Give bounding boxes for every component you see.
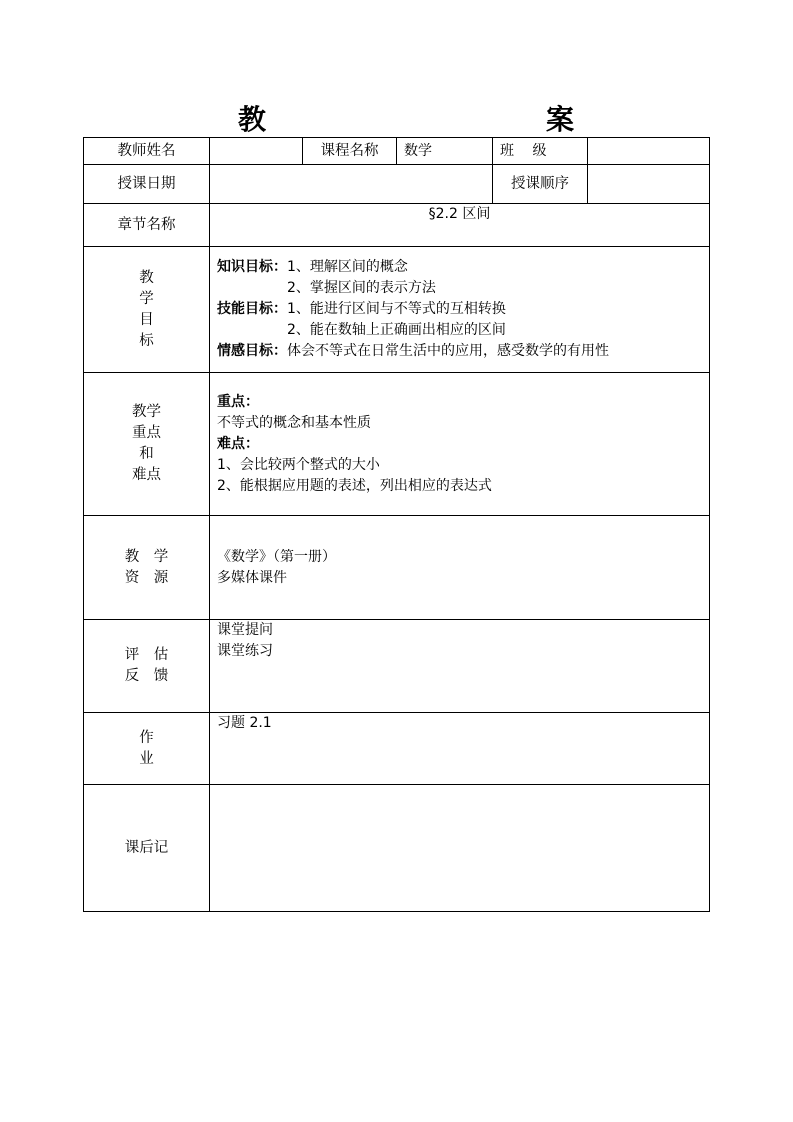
title-left-char: 教 [238, 103, 267, 136]
feedback-label-1: 评 估 [124, 647, 169, 663]
knowledge-1: 1、理解区间的概念 [287, 259, 408, 275]
course-name-field[interactable]: 数学 [397, 138, 493, 165]
objectives-label-2: 学 [139, 290, 154, 307]
emotion-label: 情感目标： [217, 343, 287, 359]
title-right-char: 案 [546, 103, 575, 136]
row-homework [84, 713, 710, 785]
knowledge-label: 知识目标： [217, 259, 287, 275]
feedback-2: 课堂练习 [217, 643, 273, 659]
difficult-1: 1、会比较两个整式的大小 [217, 456, 380, 473]
row-keypoints [84, 373, 710, 516]
homework-label-2: 业 [139, 750, 154, 767]
resource-1: 《数学》（第一册） [217, 548, 336, 565]
knowledge-2: 2、掌握区间的表示方法 [287, 280, 436, 296]
teacher-name-label: 教师姓名 [84, 138, 210, 165]
lesson-plan-table [83, 137, 710, 912]
row-basic-info [84, 138, 710, 165]
objectives-content[interactable] [210, 247, 710, 373]
key-text: 不等式的概念和基本性质 [217, 414, 371, 431]
class-label: 班 级 [493, 138, 588, 165]
keypoints-label [84, 373, 210, 516]
chapter-label: 章节名称 [84, 204, 210, 247]
row-resources [84, 516, 710, 620]
notes-content[interactable] [210, 785, 710, 912]
keypoints-label-4: 难点 [132, 467, 161, 483]
key-label: 重点： [217, 393, 259, 410]
resources-label-1: 教 学 [124, 548, 169, 565]
objectives-label-3: 目 [139, 311, 154, 328]
resource-2: 多媒体课件 [217, 569, 287, 586]
homework-label-1: 作 [139, 729, 154, 746]
keypoints-label-3: 和 [139, 446, 154, 462]
row-chapter [84, 204, 710, 247]
row-objectives [84, 247, 710, 373]
chapter-field[interactable]: §2.2 区间 [210, 204, 710, 247]
difficult-label: 难点： [217, 435, 259, 452]
skill-label: 技能目标： [217, 301, 287, 317]
feedback-label [84, 620, 210, 713]
order-field[interactable] [588, 165, 710, 204]
homework-label [84, 713, 210, 785]
row-notes [84, 785, 710, 912]
document-title [0, 98, 793, 138]
resources-content[interactable] [210, 516, 710, 620]
emotion-text: 体会不等式在日常生活中的应用，感受数学的有用性 [287, 343, 609, 359]
order-label: 授课顺序 [493, 165, 588, 204]
keypoints-label-1: 教学 [132, 404, 161, 420]
objectives-label-1: 教 [139, 269, 154, 286]
feedback-1: 课堂提问 [217, 622, 273, 638]
feedback-content[interactable] [210, 620, 710, 713]
course-name-label: 课程名称 [303, 138, 397, 165]
date-field[interactable] [210, 165, 493, 204]
row-feedback [84, 620, 710, 713]
feedback-label-2: 反 馈 [124, 668, 169, 684]
skill-2: 2、能在数轴上正确画出相应的区间 [287, 322, 506, 338]
keypoints-label-2: 重点 [132, 425, 161, 441]
row-date [84, 165, 710, 204]
notes-label: 课后记 [84, 785, 210, 912]
teacher-name-field[interactable] [210, 138, 303, 165]
class-field[interactable] [588, 138, 710, 165]
difficult-2: 2、能根据应用题的表述，列出相应的表达式 [217, 477, 492, 494]
skill-1: 1、能进行区间与不等式的互相转换 [287, 301, 506, 317]
date-label: 授课日期 [84, 165, 210, 204]
objectives-label [84, 247, 210, 373]
resources-label [84, 516, 210, 620]
resources-label-2: 资 源 [124, 569, 169, 586]
homework-content[interactable]: 习题 2.1 [210, 713, 710, 785]
objectives-label-4: 标 [139, 332, 154, 349]
keypoints-content[interactable] [210, 373, 710, 516]
